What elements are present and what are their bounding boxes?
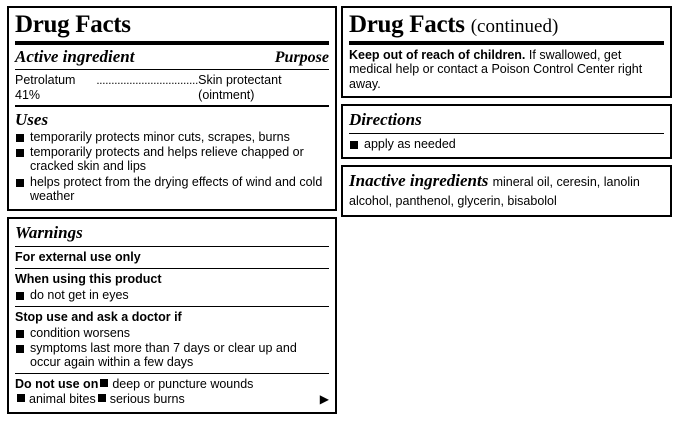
divider-thin: [15, 268, 329, 269]
purpose-heading: Purpose: [274, 48, 329, 66]
active-ingredient-header: [15, 48, 329, 67]
next-arrow-icon: ▶: [319, 392, 329, 407]
do-not-use-item-3: serious burns: [109, 392, 185, 407]
when-using-heading: When using this product: [15, 271, 162, 286]
bullet-square-icon: [98, 394, 106, 402]
divider-thick: [349, 41, 664, 45]
keep-out-body: If swallowed, get medical help or contact a Poison Control Center right away.: [349, 47, 643, 91]
inactive-ingredients-heading: Inactive ingredients: [349, 170, 489, 190]
do-not-use-item-1: deep or puncture wounds: [112, 376, 254, 391]
do-not-use-heading: Do not use on: [15, 376, 99, 391]
inactive-ingredients-block: [349, 171, 664, 210]
leader-dots: ..................................: [96, 75, 199, 88]
divider-thin: [349, 133, 664, 134]
bullet-square-icon: [100, 379, 108, 387]
divider-thick: [15, 41, 329, 45]
divider-med: [15, 105, 329, 107]
right-column: [341, 6, 672, 223]
active-ingredient-heading: Active ingredient: [15, 46, 135, 66]
continued-title-text: Drug Facts: [349, 11, 465, 38]
drug-facts-title: Drug Facts: [15, 11, 131, 38]
active-ingredient-purpose: Skin protectant (ointment): [198, 73, 282, 102]
divider-thin: [15, 373, 329, 374]
list-item: condition worsens: [15, 326, 329, 341]
list-item: do not get in eyes: [15, 288, 329, 303]
drug-facts-panel: [7, 6, 337, 211]
directions-heading: Directions: [349, 110, 422, 129]
inactive-ingredients-text: mineral oil, ceresin, lanolin alcohol, panthenol, glycerin, bisabolol: [349, 174, 640, 209]
keep-out-lead: Keep out of reach of children.: [349, 47, 526, 62]
list-item: apply as needed: [349, 137, 664, 152]
inactive-ingredients-panel: [341, 165, 672, 217]
active-ingredient-name: Petrolatum 41%: [15, 73, 76, 102]
warnings-panel: [7, 217, 337, 414]
uses-list: [15, 130, 329, 204]
external-use-text: For external use only: [15, 249, 141, 264]
bullet-square-icon: [17, 394, 25, 402]
continued-label: (continued): [470, 16, 559, 37]
do-not-use-item-2: animal bites: [29, 392, 96, 407]
stop-use-list: [15, 326, 329, 370]
stop-use-heading: Stop use and ask a doctor if: [15, 309, 182, 324]
divider-thin: [15, 246, 329, 247]
warnings-heading: Warnings: [15, 223, 83, 243]
list-item: symptoms last more than 7 days or clear up and occur again within a few days: [15, 341, 329, 370]
keep-out-of-reach-text: [349, 48, 664, 92]
list-item: temporarily protects and helps relieve chapped or cracked skin and lips: [15, 145, 329, 174]
when-using-list: [15, 288, 329, 303]
directions-panel: [341, 104, 672, 159]
divider-thin: [15, 306, 329, 307]
left-column: [7, 6, 337, 420]
list-item: helps protect from the drying effects of wind and cold weather: [15, 175, 329, 204]
drug-facts-continued-title: [349, 12, 664, 39]
drug-facts-continued-panel: [341, 6, 672, 98]
directions-list: [349, 137, 664, 152]
uses-heading: Uses: [15, 110, 49, 130]
divider-thin: [15, 69, 329, 70]
active-ingredient-row: [15, 73, 329, 102]
do-not-use-block: [15, 377, 329, 408]
list-item: temporarily protects minor cuts, scrapes, burns: [15, 130, 329, 145]
